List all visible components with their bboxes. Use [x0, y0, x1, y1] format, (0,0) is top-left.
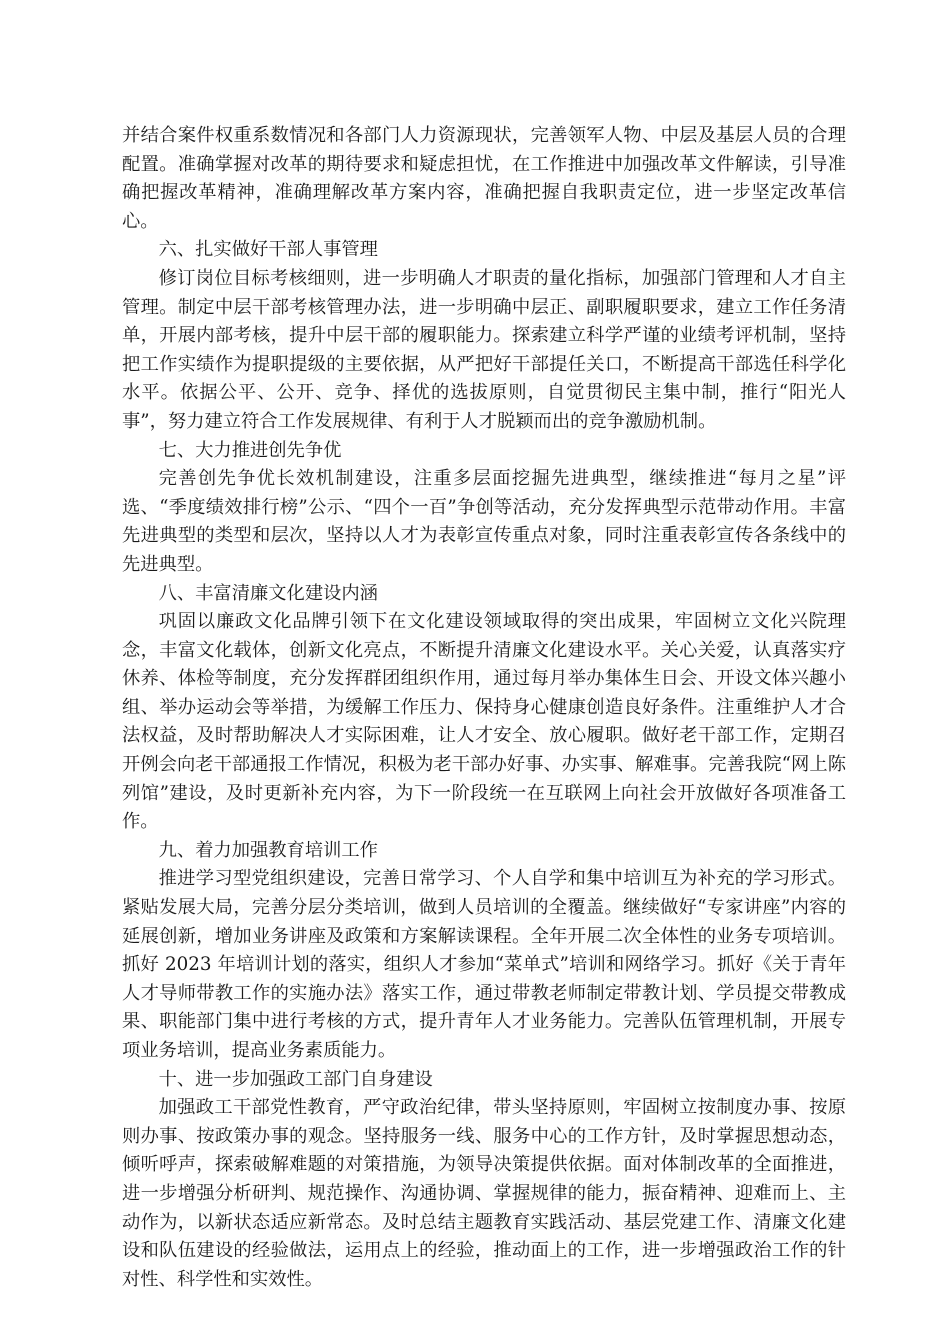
section-body-8: 巩固以廉政文化品牌引领下在文化建设领域取得的突出成果，牢固树立文化兴院理念，丰富文化载体，创新文化亮点，不断提升清廉文化建设水平。关心关爱，认真落实疗休养、体检等制度，充分发挥群团组织作用，通过每月举办集体生日会、开设文体兴趣小组、举办运动会等举措，为缓解工作压力、保持身心健康创造良好条件。注重维护人才合法权益，及时帮助解决人才实际困难，让人才安全、放心履职。做好老干部工作，定期召开例会向老干部通报工作情况，积极为老干部办好事、办实事、解难事。完善我院“网上陈列馆”建设，及时更新补充内容，为下一阶段统一在互联网上向社会开放做好各项准备工作。 [122, 611, 846, 833]
section-body-10: 加强政工干部党性教育，严守政治纪律，带头坚持原则，牢固树立按制度办事、按原则办事、按政策办事的观念。坚持服务一线、服务中心的工作方针，及时掌握思想动态，倾听呼声，探索破解难题的对策措施，为领导决策提供依据。面对体制改革的全面推进，进一步增强分析研判、规范操作、沟通协调、掌握规律的能力，振奋精神、迎难而上、主动作为，以新状态适应新常态。及时总结主题教育实践活动、基层党建工作、清廉文化建设和队伍建设的经验做法，运用点上的经验，推动面上的工作，进一步增强政治工作的针对性、科学性和实效性。 [122, 1097, 846, 1290]
section-heading-10: 十、进一步加强政工部门自身建设 [158, 1068, 433, 1090]
section-body-6: 修订岗位目标考核细则，进一步明确人才职责的量化指标，加强部门管理和人才自主管理。制定中层干部考核管理办法，进一步明确中层正、副职履职要求，建立工作任务清单，开展内部考核，提升中层干部的履职能力。探索建立科学严谨的业绩考评机制，坚持把工作实绩作为提职提级的主要依据，从严把好干部提任关口，不断提高干部选任科学化水平。依据公平、公开、竞争、择优的选拔原则，自觉贯彻民主集中制，推行“阳光人事”，努力建立符合工作发展规律、有利于人才脱颖而出的竞争激励机制。 [122, 267, 846, 432]
section-heading-7: 七、大力推进创先争优 [158, 439, 342, 461]
document-body [122, 122, 846, 1294]
section-heading-9: 九、着力加强教育培训工作 [158, 839, 378, 861]
intro-paragraph: 并结合案件权重系数情况和各部门人力资源现状，完善领军人物、中层及基层人员的合理配置。准确掌握对改革的期待要求和疑虑担忧，在工作推进中加强改革文件解读，引导准确把握改革精神，准确理解改革方案内容，准确把握自我职责定位，进一步坚定改革信心。 [122, 125, 846, 232]
section-body-7: 完善创先争优长效机制建设，注重多层面挖掘先进典型，继续推进“每月之星”评选、“季度绩效排行榜”公示、“四个一百”争创等活动，充分发挥典型示范带动作用。丰富先进典型的类型和层次，坚持以人才为表彰宣传重点对象，同时注重表彰宣传各条线中的先进典型。 [122, 468, 846, 575]
section-body-9: 推进学习型党组织建设，完善日常学习、个人自学和集中培训互为补充的学习形式。紧贴发展大局，完善分层分类培训，做到人员培训的全覆盖。继续做好“专家讲座”内容的延展创新，增加业务讲座及政策和方案解读课程。全年开展二次全体性的业务专项培训。抓好 2023 年培训计划的落实，组织人才参加“菜单式”培训和网络学习。抓好《关于青年人才导师带教工作的实施办法》落实工作，通过带教老师制定带教计划、学员提交带教成果、职能部门集中进行考核的方式，提升青年人才业务能力。完善队伍管理机制，开展专项业务培训，提高业务素质能力。 [122, 868, 846, 1061]
section-heading-6: 六、扎实做好干部人事管理 [158, 239, 378, 261]
section-heading-8: 八、丰富清廉文化建设内涵 [158, 582, 378, 604]
